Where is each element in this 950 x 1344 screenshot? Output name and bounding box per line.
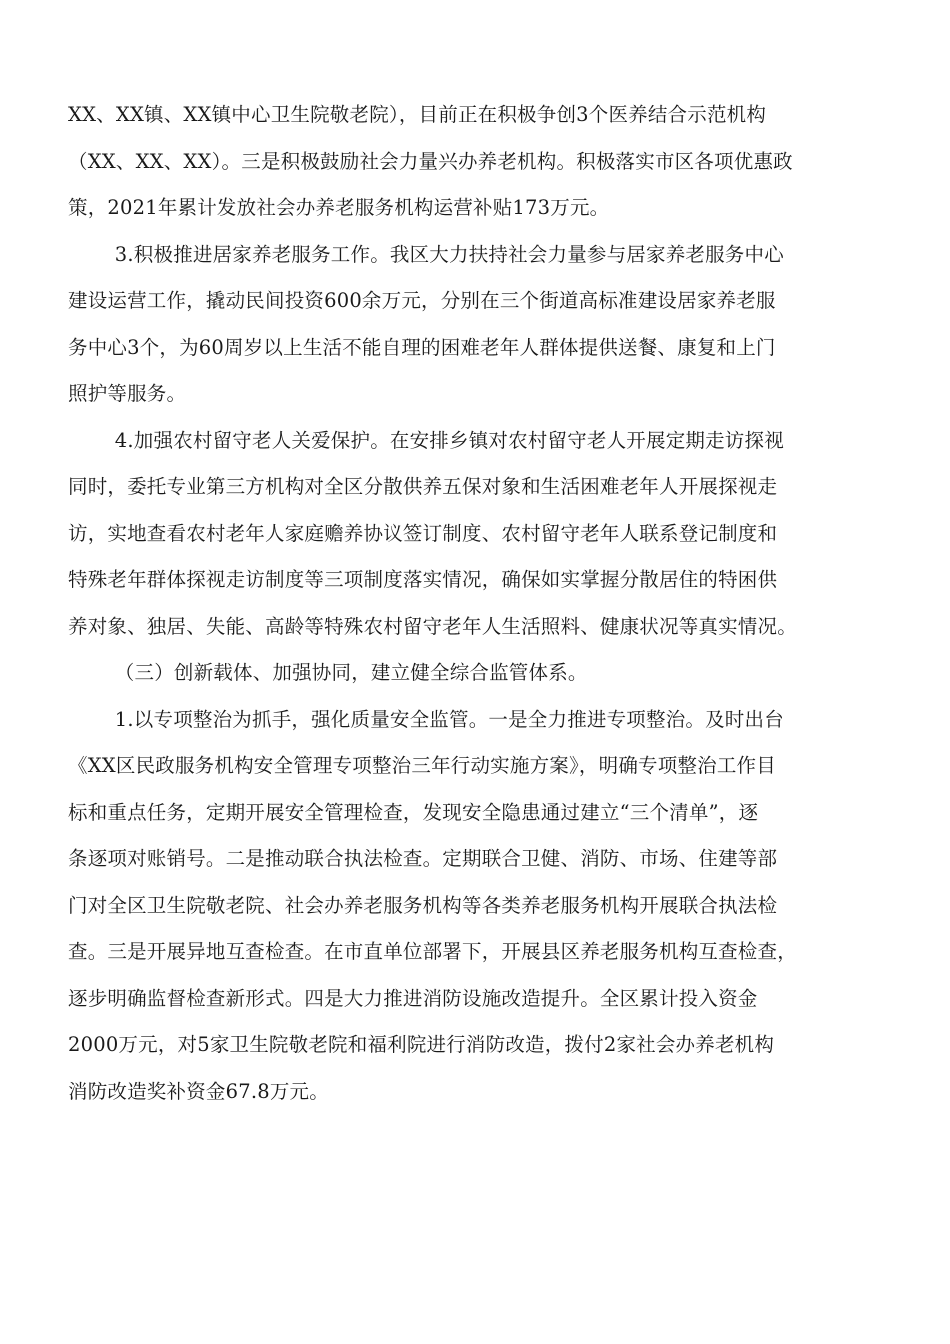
text-line: 消防改造奖补资金67.8万元。 <box>68 1079 329 1103</box>
section-heading-supervision <box>68 650 884 697</box>
text-line: 访，实地查看农村老年人家庭赡养协议签订制度、农村留守老年人联系登记制度和 <box>68 521 778 545</box>
text-line-first: 4.加强农村留守老人关爱保护。在安排乡镇对农村留守老人开展定期走访探视 <box>114 428 784 452</box>
text-line-first: 3.积极推进居家养老服务工作。我区大力扶持社会力量参与居家养老服务中心 <box>114 242 784 266</box>
text-line-first: 1.以专项整治为抓手，强化质量安全监管。一是全力推进专项整治。及时出台 <box>114 707 784 731</box>
document-body <box>68 92 884 1115</box>
text-line: 策，2021年累计发放社会办养老服务机构运营补贴173万元。 <box>68 196 610 219</box>
text-line: 标和重点任务，定期开展安全管理检查，发现安全隐患通过建立“三个清单”，逐 <box>68 800 759 824</box>
paragraph-rural-elderly-care <box>68 418 884 651</box>
text-line: 养对象、独居、失能、高龄等特殊农村留守老年人生活照料、健康状况等真实情况。 <box>68 614 797 638</box>
text-line: 《XX区民政服务机构安全管理专项整治三年行动实施方案》，明确专项整治工作目 <box>68 754 776 777</box>
text-line: 建设运营工作，撬动民间投资600余万元，分别在三个街道高标准建设居家养老服 <box>68 289 776 312</box>
text-line: （XX、XX、XX）。三是积极鼓励社会力量兴办养老机构。积极落实市区各项优惠政 <box>68 149 793 173</box>
section-heading-text: （三）创新载体、加强协同，建立健全综合监管体系。 <box>114 661 588 684</box>
paragraph-home-care <box>68 232 884 418</box>
text-line: 照护等服务。 <box>68 382 187 405</box>
text-line: XX、XX镇、XX镇中心卫生院敬老院），目前正在积极争创3个医养结合示范机构 <box>68 103 767 126</box>
text-line: 特殊老年群体探视走访制度等三项制度落实情况，确保如实掌握分散居住的特困供 <box>68 568 778 591</box>
text-line: 条逐项对账销号。二是推动联合执法检查。定期联合卫健、消防、市场、住建等部 <box>68 847 778 870</box>
text-line: 2000万元，对5家卫生院敬老院和福利院进行消防改造，拨付2家社会办养老机构 <box>68 1033 775 1056</box>
text-line: 门对全区卫生院敬老院、社会办养老服务机构等各类养老服务机构开展联合执法检 <box>68 893 778 917</box>
text-line: 查。三是开展异地互查检查。在市直单位部署下，开展县区养老服务机构互查检查， <box>68 940 797 963</box>
paragraph-elderly-institutions <box>68 92 884 232</box>
paragraph-safety-supervision <box>68 697 884 1116</box>
text-line: 逐步明确监督检查新形式。四是大力推进消防设施改造提升。全区累计投入资金 <box>68 986 758 1010</box>
text-line: 务中心3个，为60周岁以上生活不能自理的困难老年人群体提供送餐、康复和上门 <box>68 335 776 359</box>
text-line: 同时，委托专业第三方机构对全区分散供养五保对象和生活困难老年人开展探视走 <box>68 475 778 498</box>
